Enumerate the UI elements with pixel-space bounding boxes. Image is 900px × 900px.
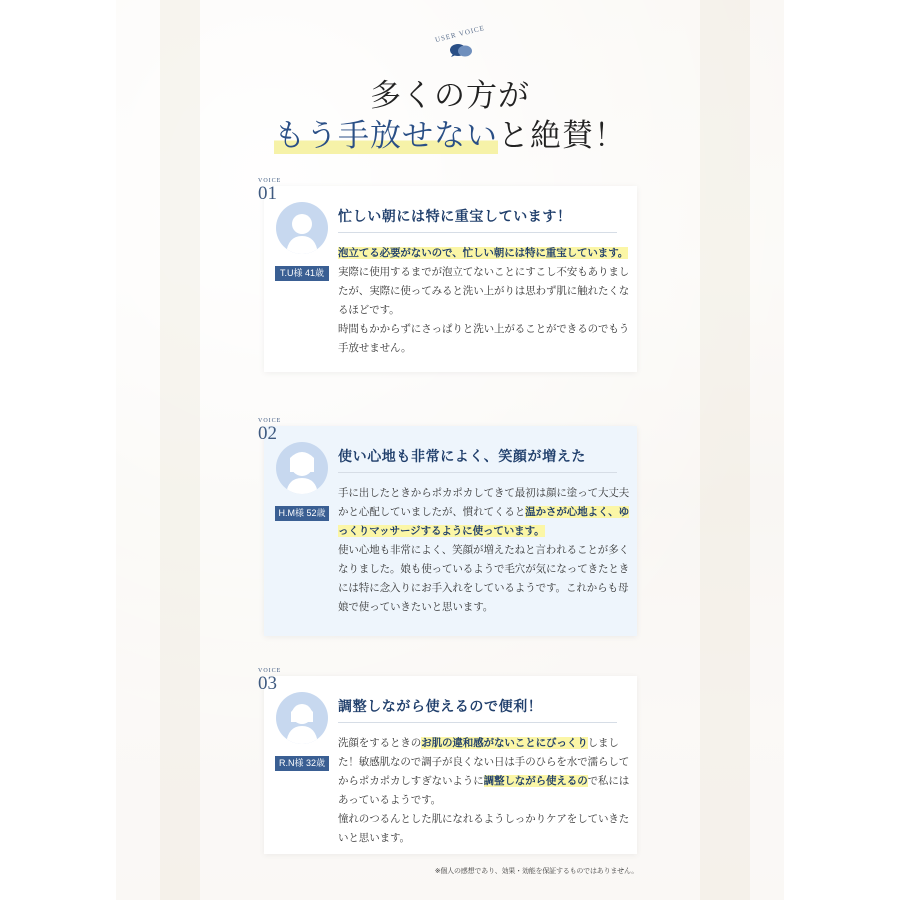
highlight-text: お肌の違和感がないことにびっくり — [421, 737, 588, 749]
highlight-text: 調整しながら使えるの — [483, 775, 588, 787]
customer-name-badge: T.U様 41歳 — [275, 266, 329, 281]
voice-body — [338, 734, 630, 848]
body-text: しました！敏感肌なので調子が良くない日は手のひらを水で濡らしてからポカポカしすぎないように — [338, 737, 630, 787]
title-divider — [338, 722, 617, 723]
voice-number-label — [258, 418, 281, 443]
body-text: 実際に使用するまでが泡立てないことにすこし不安もありましたが、実際に使ってみると洗い上がりは思わず肌に触れたくなるほどです。 — [338, 266, 630, 316]
voice-card-01 — [258, 178, 637, 372]
title-divider — [338, 232, 617, 233]
body-text: 洗顔をするときの — [338, 737, 422, 749]
body-text: で私にはあっているようです。 — [338, 775, 630, 806]
customer-name-badge: H.M様 52歳 — [275, 506, 329, 521]
speech-bubbles-icon — [448, 42, 474, 58]
body-text: 使い心地も非常によく、笑顔が増えたねと言われることが多くなりました。娘も使っているようで毛穴が気になってきたときには特に念入りにお手入れをしているようです。これからも母娘で使っていきたいと思います。 — [338, 544, 630, 613]
title-divider — [338, 472, 617, 473]
customer-name-badge: R.N様 32歳 — [275, 756, 329, 771]
body-text: 手に出したときからポカポカしてきて最初は顔に塗って大丈夫かと心配していましたが、慣れてくると — [338, 487, 630, 518]
voice-label: VOICE — [258, 668, 282, 674]
body-text: 時間もかからずにさっぱりと洗い上がることができるのでもう手放せません。 — [338, 323, 630, 354]
voice-number: 03 — [258, 673, 277, 694]
voice-number: 02 — [258, 423, 277, 444]
body-text: 憧れのつるんとした肌になれるようしっかりケアをしていきたいと思います。 — [338, 813, 630, 844]
voice-body — [338, 244, 630, 358]
voice-label: VOICE — [258, 178, 282, 184]
disclaimer-note: ※個人の感想であり、効果・効能を保証するものではありません。 — [434, 867, 638, 875]
highlight-text: 温かさが心地よく、ゆっくりマッサージするように使っています。 — [338, 506, 629, 537]
voice-number-label — [258, 178, 281, 203]
voice-card-02 — [258, 418, 637, 636]
voice-title: 使い心地も非常によく、笑顔が増えた — [338, 449, 586, 465]
page-title-line2 — [116, 110, 784, 155]
avatar-icon — [276, 202, 328, 254]
voice-card-03 — [258, 668, 637, 854]
voice-title: 忙しい朝には特に重宝しています！ — [338, 209, 572, 225]
voice-label: VOICE — [258, 418, 282, 424]
voice-title: 調整しながら使えるので便利！ — [338, 699, 543, 715]
voice-body — [338, 484, 630, 617]
page-title-accent: もう手放せない — [274, 118, 498, 154]
avatar-icon — [276, 442, 328, 494]
page-title-rest: と絶賛！ — [498, 118, 626, 154]
voice-number: 01 — [258, 183, 277, 204]
avatar-icon — [276, 692, 328, 744]
page-title-line1: 多くの方が — [370, 78, 530, 114]
highlight-text: 泡立てる必要がないので、忙しい朝には特に重宝しています。 — [338, 247, 629, 259]
user-voice-label: USER VOICE — [434, 23, 486, 45]
voice-number-label — [258, 668, 281, 693]
user-voice-header — [430, 23, 490, 45]
